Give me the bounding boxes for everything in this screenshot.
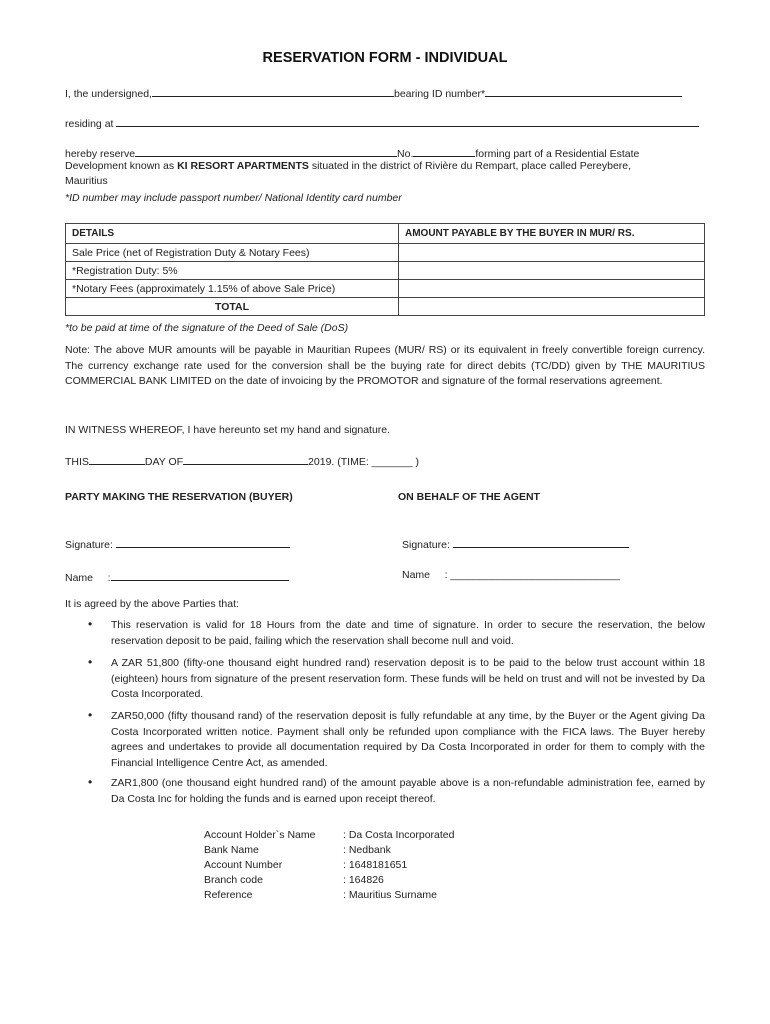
buyer-name-blank[interactable] — [111, 569, 289, 581]
details-header: DETAILS — [66, 224, 399, 244]
amount-header: AMOUNT PAYABLE BY THE BUYER IN MUR/ RS. — [399, 224, 705, 244]
bullet-point: • — [88, 775, 93, 789]
address-blank[interactable] — [116, 115, 699, 127]
unit-no-blank[interactable] — [413, 145, 475, 157]
residing-label: residing at — [65, 118, 114, 130]
table-row — [66, 280, 705, 298]
table-row — [66, 244, 705, 262]
year-time-text: 2019. (TIME: _______ ) — [308, 456, 419, 468]
development-line — [65, 160, 631, 172]
currency-note: Note: The above MUR amounts will be payable in Mauritian Rupees (MUR/ RS) or its equivalent in freely convertible foreign currency. The currency exchange rate used for the conversion shall be the buying rate for direct debits (TC/DD) given by THE MAURITIUS COMMERCIAL BANK LIMITED on the date of invoicing by the PROMOTOR and signature of the formal reservations agreement. — [65, 344, 705, 387]
estate-text: forming part of a Residential Estate — [475, 148, 640, 160]
witness-statement: IN WITNESS WHEREOF, I have hereunto set my hand and signature. — [65, 424, 391, 436]
reserve-label: hereby reserve — [65, 148, 136, 160]
total-cell: TOTAL — [66, 298, 399, 316]
buyer-signature-line — [65, 536, 290, 551]
form-title: RESERVATION FORM - INDIVIDUAL — [262, 50, 508, 66]
id-number-blank[interactable] — [485, 85, 682, 97]
agent-name-line[interactable]: Name : _____________________________ — [402, 569, 620, 581]
day-of-label: DAY OF — [144, 456, 184, 468]
registration-duty-cell: *Registration Duty: 5% — [66, 262, 399, 280]
buyer-signature-label: Signature: — [65, 539, 113, 551]
branch-code-value: : 164826 — [343, 874, 384, 886]
notary-fees-cell: *Notary Fees (approximately 1.15% of above Sale Price) — [66, 280, 399, 298]
agreement-intro: It is agreed by the above Parties that: — [65, 598, 239, 610]
development-text-post: situated in the district of Rivière du Rempart, place called Pereybere, — [308, 160, 632, 172]
agent-signature-label: Signature: — [402, 539, 450, 551]
buyer-signature-blank[interactable] — [116, 536, 290, 548]
condition-refund: ZAR50,000 (fifty thousand rand) of the reservation deposit is fully refundable at any time, by the Buyer or the Agent giving Da Costa Incorporated written notice. Payment shall only be refunded upon compliance with the FICA laws. The Buyer hereby agrees and undertakes to provide all documentation required by Da Costa Incorporated in order for them to comply with the Financial Intelligence Centre Act, as amended. — [111, 710, 705, 769]
table-header-row — [66, 224, 705, 244]
development-name: KI RESORT APARTMENTS — [177, 160, 309, 172]
unit-no-label: No. — [397, 148, 414, 160]
this-label: THIS — [65, 456, 89, 468]
bank-name-label: Bank Name — [204, 844, 259, 856]
agent-signature-blank[interactable] — [453, 536, 629, 548]
date-line — [65, 453, 419, 468]
total-amount[interactable] — [399, 298, 705, 316]
dos-note: *to be paid at time of the signature of the Deed of Sale (DoS) — [65, 322, 349, 334]
reserve-blank[interactable] — [135, 145, 397, 157]
agent-party-heading: ON BEHALF OF THE AGENT — [398, 491, 540, 503]
account-number-value: : 1648181651 — [343, 859, 408, 871]
condition-deposit: A ZAR 51,800 (fifty-one thousand eight hundred rand) reservation deposit is to be paid to the below trust account within 18 (eighteen) hours from signature of the present reservation form. These funds will be held on trust and will not be invested by Da Costa Incorporated. — [111, 657, 705, 700]
buyer-name-line — [65, 569, 289, 584]
condition-validity: This reservation is valid for 18 Hours from the date and time of signature. In order to secure the reservation, the below reservation deposit to be paid, failing which the reservation shall become null and void. — [111, 619, 705, 647]
reference-label: Reference — [204, 889, 253, 901]
bullet-point: • — [88, 708, 93, 722]
sale-price-cell: Sale Price (net of Registration Duty & Notary Fees) — [66, 244, 399, 262]
id-number-label: bearing ID number* — [393, 88, 486, 100]
table-row — [66, 262, 705, 280]
development-text-pre: Development known as — [65, 160, 178, 172]
condition-admin-fee: ZAR1,800 (one thousand eight hundred rand) of the amount payable above is a non-refundable administration fee, earned by Da Costa Inc for holding the funds and is earned upon receipt thereof. — [111, 777, 705, 805]
residing-line — [65, 115, 699, 130]
bullet-point: • — [88, 617, 93, 631]
name-blank[interactable] — [152, 85, 394, 97]
id-note: *ID number may include passport number/ National Identity card number — [65, 192, 402, 204]
buyer-party-heading: PARTY MAKING THE RESERVATION (BUYER) — [65, 491, 293, 503]
table-row — [66, 298, 705, 316]
day-blank[interactable] — [89, 453, 145, 465]
details-table — [65, 223, 705, 316]
bullet-point: • — [88, 655, 93, 669]
account-number-label: Account Number — [204, 859, 283, 871]
bank-name-value: : Nedbank — [343, 844, 391, 856]
notary-fees-amount[interactable] — [399, 280, 705, 298]
agent-signature-line — [402, 536, 629, 551]
account-holder-value: : Da Costa Incorporated — [343, 829, 455, 841]
registration-duty-amount[interactable] — [399, 262, 705, 280]
sale-price-amount[interactable] — [399, 244, 705, 262]
country-line: Mauritius — [65, 175, 108, 187]
month-blank[interactable] — [183, 453, 308, 465]
account-holder-label: Account Holder`s Name — [204, 829, 316, 841]
reserve-line — [65, 145, 639, 160]
buyer-name-label: Name : — [65, 572, 111, 584]
undersigned-line — [65, 85, 682, 100]
reference-value: : Mauritius Surname — [343, 889, 437, 901]
undersigned-label: I, the undersigned, — [65, 88, 152, 100]
branch-code-label: Branch code — [204, 874, 263, 886]
